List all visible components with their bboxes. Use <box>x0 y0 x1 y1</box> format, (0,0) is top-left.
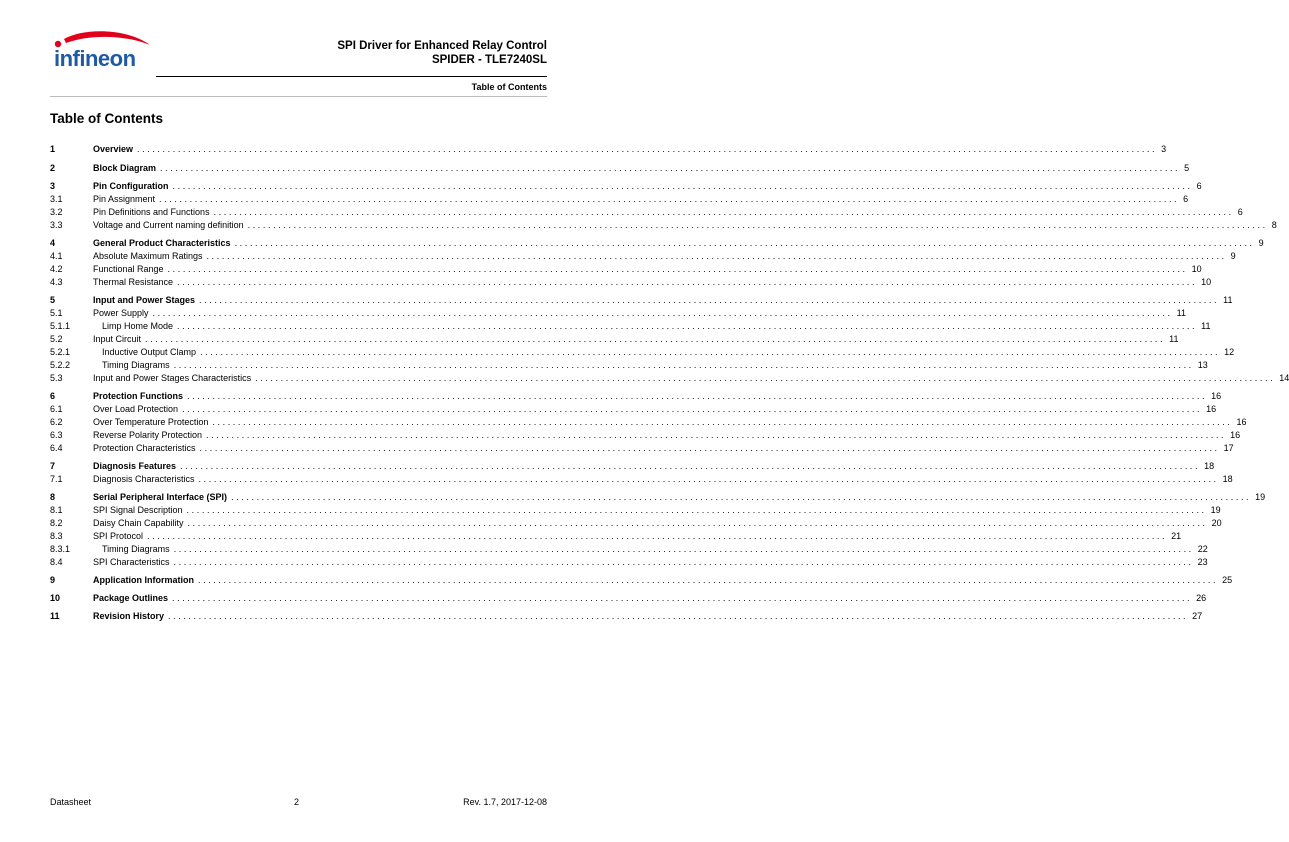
toc-entry[interactable] <box>50 193 1189 205</box>
toc-entry[interactable] <box>50 263 1202 275</box>
toc-leader-dots: ........................................................................................................................................................................................................ <box>177 277 1198 287</box>
toc-leader-dots: ........................................................................................................................................................................................................ <box>255 373 1276 383</box>
toc-leader-dots: ........................................................................................................................................................................................................ <box>172 181 1193 191</box>
toc-entry-number: 6.4 <box>50 443 63 453</box>
toc-entry-number: 9 <box>50 575 56 585</box>
toc-entry-number: 1 <box>50 144 56 154</box>
toc-entry-number: 11 <box>50 611 60 621</box>
toc-entry-page: 10 <box>1191 264 1202 274</box>
toc-entry[interactable] <box>50 359 1208 371</box>
toc-entry-number: 7 <box>50 461 56 471</box>
toc-entry[interactable] <box>50 530 1182 542</box>
toc-entry-title: Protection Functions <box>93 391 183 401</box>
toc-entry-page: 23 <box>1197 557 1208 567</box>
toc-leader-dots: ........................................................................................................................................................................................................ <box>168 611 1189 621</box>
toc-entry-number: 5.2 <box>50 334 63 344</box>
toc-entry-title: Over Temperature Protection <box>93 417 209 427</box>
toc-entry-page: 12 <box>1224 347 1235 357</box>
toc-entry[interactable] <box>50 491 1266 503</box>
toc-entry-number: 5.2.1 <box>50 347 71 357</box>
toc-leader-dots: ........................................................................................................................................................................................................ <box>172 593 1193 603</box>
toc-entry-number: 8.1 <box>50 505 63 515</box>
toc-leader-dots: ........................................................................................................................................................................................................ <box>198 474 1219 484</box>
toc-entry-page: 11 <box>1176 308 1186 318</box>
toc-entry-number: 10 <box>50 593 61 603</box>
toc-entry[interactable] <box>50 429 1241 441</box>
toc-entry[interactable] <box>50 237 1264 249</box>
toc-entry-page: 16 <box>1236 417 1247 427</box>
toc-leader-dots: ........................................................................................................................................................................................................ <box>206 430 1227 440</box>
document-title-line1: SPI Driver for Enhanced Relay Control <box>337 40 547 52</box>
toc-entry-page: 16 <box>1211 391 1222 401</box>
toc-entry-title: Application Information <box>93 575 194 585</box>
toc-entry[interactable] <box>50 320 1211 332</box>
toc-entry-number: 8.2 <box>50 518 63 528</box>
toc-entry-number: 5 <box>50 295 56 305</box>
toc-entry-title: Input Circuit <box>93 334 142 344</box>
toc-entry-page: 6 <box>1237 207 1243 217</box>
footer-page-number: 2 <box>294 797 300 807</box>
toc-entry-number: 4.3 <box>50 277 63 287</box>
toc-entry-page: 27 <box>1192 611 1203 621</box>
toc-entry-page: 11 <box>1169 334 1179 344</box>
toc-entry-number: 4.2 <box>50 264 63 274</box>
toc-entry-title: Pin Assignment <box>93 194 156 204</box>
toc-entry-title: Input and Power Stages <box>93 295 196 305</box>
toc-entry-number: 6 <box>50 391 56 401</box>
toc-entry-number: 3.2 <box>50 207 63 217</box>
toc-entry-title: Protection Characteristics <box>93 443 196 453</box>
toc-entry-page: 10 <box>1201 277 1212 287</box>
toc-entry-page: 22 <box>1197 544 1208 554</box>
toc-entry-title: Package Outlines <box>93 593 169 603</box>
toc-entry[interactable] <box>50 442 1234 454</box>
toc-entry[interactable] <box>50 250 1236 262</box>
toc-entry[interactable] <box>50 294 1233 306</box>
toc-entry[interactable] <box>50 416 1247 428</box>
toc-leader-dots: ........................................................................................................................................................................................................ <box>186 505 1207 515</box>
toc-entry-title: Serial Peripheral Interface (SPI) <box>93 492 228 502</box>
toc-entry-title: Power Supply <box>93 308 149 318</box>
toc-entry-number: 8.3.1 <box>50 544 71 554</box>
toc-entry-title: Limp Home Mode <box>102 321 174 331</box>
toc-leader-dots: ........................................................................................................................................................................................................ <box>167 264 1188 274</box>
toc-entry[interactable] <box>50 390 1222 402</box>
toc-entry-title: Diagnosis Features <box>93 461 177 471</box>
toc-entry-number: 3.1 <box>50 194 63 204</box>
toc-entry-number: 6.1 <box>50 404 63 414</box>
toc-entry-title: Input and Power Stages Characteristics <box>93 373 252 383</box>
toc-entry-number: 7.1 <box>50 474 63 484</box>
toc-entry-title: Block Diagram <box>93 163 157 173</box>
toc-leader-dots: ........................................................................................................................................................................................................ <box>198 575 1219 585</box>
toc-entry[interactable] <box>50 219 1277 231</box>
toc-entry-page: 25 <box>1222 575 1233 585</box>
toc-leader-dots: ........................................................................................................................................................................................................ <box>147 531 1168 541</box>
toc-entry-page: 26 <box>1196 593 1207 603</box>
toc-entry-number: 5.2.2 <box>50 360 71 370</box>
toc-entry-title: Inductive Output Clamp <box>102 347 197 357</box>
document-title-line2: SPIDER - TLE7240SL <box>431 54 547 66</box>
toc-entry-number: 4 <box>50 238 56 248</box>
toc-entry[interactable] <box>50 180 1202 192</box>
toc-entry-page: 5 <box>1184 163 1190 173</box>
toc-leader-dots: ........................................................................................................................................................................................................ <box>173 557 1194 567</box>
toc-entry-title: Overview <box>93 144 134 154</box>
toc-entry-page: 18 <box>1204 461 1215 471</box>
toc-entry[interactable] <box>50 504 1221 516</box>
infineon-logo <box>44 30 156 76</box>
toc-entry-number: 4.1 <box>50 251 63 261</box>
toc-entry-page: 13 <box>1197 360 1208 370</box>
header-rule <box>156 76 547 77</box>
toc-entry-number: 8.4 <box>50 557 63 567</box>
toc-entry-page: 14 <box>1279 373 1289 383</box>
toc-entry[interactable] <box>50 473 1233 485</box>
toc-entry[interactable] <box>50 610 1203 622</box>
document-title <box>337 39 547 67</box>
footer-revision: Rev. 1.7, 2017-12-08 <box>463 797 547 807</box>
toc-entry[interactable] <box>50 206 1243 218</box>
toc-leader-dots: ........................................................................................................................................................................................................ <box>173 544 1194 554</box>
toc-leader-dots: ........................................................................................................................................................................................................ <box>180 461 1201 471</box>
toc-entry[interactable] <box>50 276 1212 288</box>
toc-entry-title: Pin Definitions and Functions <box>93 207 210 217</box>
toc-entry-title: Pin Configuration <box>93 181 169 191</box>
toc-entry[interactable] <box>50 543 1208 555</box>
toc-entry-page: 3 <box>1161 144 1167 154</box>
toc-entry[interactable] <box>50 517 1222 529</box>
toc-entry-page: 16 <box>1230 430 1241 440</box>
toc-entry[interactable] <box>50 460 1215 472</box>
toc-entry-number: 8.3 <box>50 531 63 541</box>
toc-leader-dots: ........................................................................................................................................................................................................ <box>231 492 1252 502</box>
toc-entry-page: 17 <box>1223 443 1234 453</box>
toc-entry[interactable] <box>50 143 1167 155</box>
toc-entry-page: 9 <box>1258 238 1264 248</box>
toc-entry-page: 8 <box>1271 220 1277 230</box>
header-rule-secondary <box>50 96 547 97</box>
toc-entry-title: Diagnosis Characteristics <box>93 474 195 484</box>
header-section-name: Table of Contents <box>471 82 547 92</box>
toc-entry-title: Reverse Polarity Protection <box>93 430 203 440</box>
toc-leader-dots: ........................................................................................................................................................................................................ <box>177 321 1198 331</box>
toc-entry[interactable] <box>50 592 1207 604</box>
toc-leader-dots: ........................................................................................................................................................................................................ <box>152 308 1173 318</box>
toc-entry[interactable] <box>50 162 1190 174</box>
toc-entry-title: Voltage and Current naming definition <box>93 220 244 230</box>
toc-entry-number: 8 <box>50 492 56 502</box>
toc-entry-title: SPI Characteristics <box>93 557 170 567</box>
toc-entry-title: General Product Characteristics <box>93 238 231 248</box>
page-title: Table of Contents <box>50 111 163 126</box>
toc-leader-dots: ........................................................................................................................................................................................................ <box>159 194 1180 204</box>
toc-leader-dots: ........................................................................................................................................................................................................ <box>145 334 1166 344</box>
logo-text: infineon <box>54 46 136 71</box>
toc-entry-number: 5.1 <box>50 308 63 318</box>
toc-entry-page: 6 <box>1183 194 1189 204</box>
toc-entry-title: Thermal Resistance <box>93 277 174 287</box>
toc-entry-page: 20 <box>1211 518 1222 528</box>
toc-entry-page: 6 <box>1196 181 1202 191</box>
toc-leader-dots: ........................................................................................................................................................................................................ <box>247 220 1268 230</box>
toc-leader-dots: ........................................................................................................................................................................................................ <box>199 295 1220 305</box>
toc-entry-title: Absolute Maximum Ratings <box>93 251 203 261</box>
toc-leader-dots: ........................................................................................................................................................................................................ <box>234 238 1255 248</box>
toc-entry[interactable] <box>50 574 1233 586</box>
toc-entry-number: 2 <box>50 163 56 173</box>
logo-swoosh <box>64 31 150 45</box>
toc-entry-title: Functional Range <box>93 264 164 274</box>
toc-entry-page: 11 <box>1223 295 1233 305</box>
toc-leader-dots: ........................................................................................................................................................................................................ <box>187 391 1208 401</box>
toc-entry-title: SPI Protocol <box>93 531 144 541</box>
toc-entry-number: 3 <box>50 181 56 191</box>
toc-entry[interactable] <box>50 346 1235 358</box>
toc-entry-page: 9 <box>1230 251 1236 261</box>
toc-entry-number: 6.2 <box>50 417 63 427</box>
toc-leader-dots: ........................................................................................................................................................................................................ <box>182 404 1203 414</box>
toc-entry-title: Timing Diagrams <box>102 360 170 370</box>
toc-leader-dots: ........................................................................................................................................................................................................ <box>212 417 1233 427</box>
toc-entry[interactable] <box>50 307 1186 319</box>
toc-leader-dots: ........................................................................................................................................................................................................ <box>160 163 1181 173</box>
toc-entry-page: 11 <box>1201 321 1211 331</box>
toc-leader-dots: ........................................................................................................................................................................................................ <box>199 443 1220 453</box>
toc-entry-page: 19 <box>1210 505 1221 515</box>
toc-entry-number: 5.1.1 <box>50 321 71 331</box>
toc-entry-page: 19 <box>1255 492 1266 502</box>
toc-leader-dots: ........................................................................................................................................................................................................ <box>213 207 1234 217</box>
toc-entry[interactable] <box>50 403 1217 415</box>
toc-entry[interactable] <box>50 333 1179 345</box>
toc-leader-dots: ........................................................................................................................................................................................................ <box>137 144 1158 154</box>
toc-leader-dots: ........................................................................................................................................................................................................ <box>206 251 1227 261</box>
toc-entry-title: Timing Diagrams <box>102 544 170 554</box>
toc-entry[interactable] <box>50 372 1289 384</box>
toc-entry-page: 16 <box>1206 404 1217 414</box>
toc-entry-title: SPI Signal Description <box>93 505 183 515</box>
toc-entry-title: Daisy Chain Capability <box>93 518 184 528</box>
toc-entry-number: 3.3 <box>50 220 63 230</box>
toc-entry-page: 21 <box>1171 531 1182 541</box>
toc-entry[interactable] <box>50 556 1208 568</box>
toc-leader-dots: ........................................................................................................................................................................................................ <box>187 518 1208 528</box>
footer-doc-type: Datasheet <box>50 797 92 807</box>
toc-entry-title: Over Load Protection <box>93 404 179 414</box>
toc-entry-number: 6.3 <box>50 430 63 440</box>
toc-leader-dots: ........................................................................................................................................................................................................ <box>200 347 1221 357</box>
toc-entry-title: Revision History <box>93 611 165 621</box>
toc-entry-number: 5.3 <box>50 373 63 383</box>
toc-leader-dots: ........................................................................................................................................................................................................ <box>173 360 1194 370</box>
toc-entry-page: 18 <box>1222 474 1233 484</box>
